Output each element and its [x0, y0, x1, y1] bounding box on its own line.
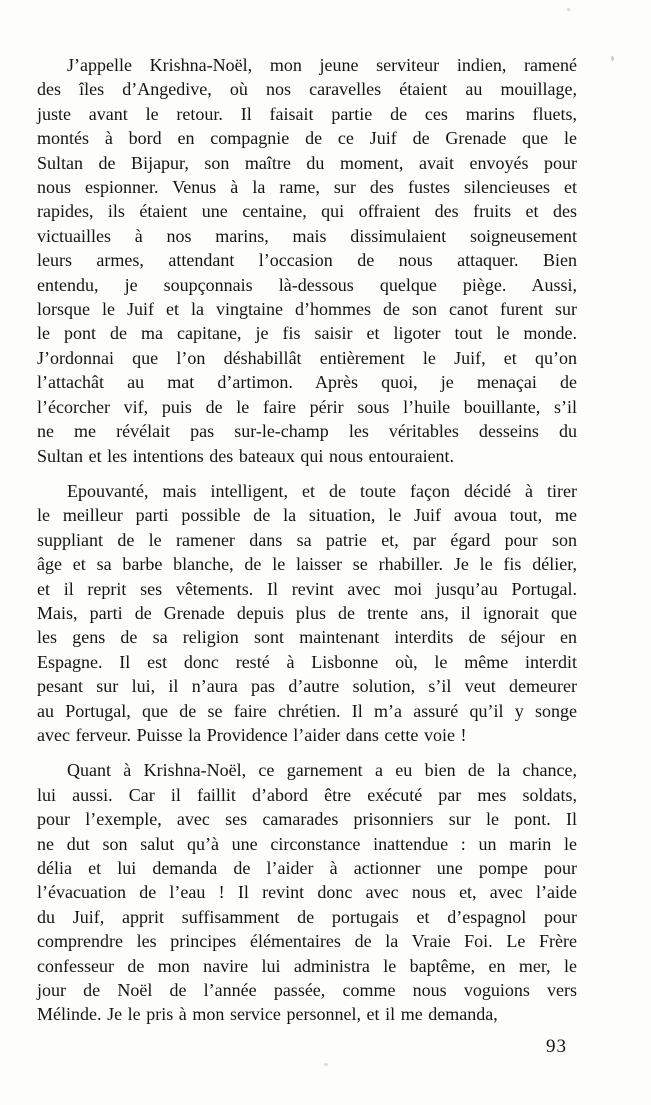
- text-line: et il reprit ses vêtements. Il revint avec moi jusqu’au Portugal.: [37, 578, 577, 599]
- text-line: confesseur de mon navire lui administra le baptême, en mer, le: [37, 955, 577, 976]
- text-line: jour de Noël de l’année passée, comme nous voguions vers: [37, 980, 577, 1001]
- text-line: J’ordonnai que l’on déshabillât entièrement le Juif, et qu’on: [37, 347, 577, 368]
- text-line: comprendre les principes élémentaires de la Vraie Foi. Le Frère: [37, 931, 577, 952]
- text-line: suppliant de le ramener dans sa patrie et, par égard pour son: [37, 529, 577, 550]
- text-line: nous espionner. Venus à la rame, sur des fustes silencieuses et: [37, 177, 577, 198]
- text-line: lui aussi. Car il faillit d’abord être exécuté par mes soldats,: [37, 784, 577, 805]
- text-block: [37, 53, 577, 1027]
- text-line: lorsque le Juif et la vingtaine d’hommes de son canot furent sur: [37, 299, 577, 320]
- text-line: les gens de sa religion sont maintenant interdits de séjour en: [37, 627, 577, 648]
- text-line: Mais, parti de Grenade depuis plus de trente ans, il ignorait que: [37, 602, 577, 623]
- text-line: ne dut son salut qu’à une circonstance inattendue : un marin le: [37, 833, 577, 854]
- text-line: le meilleur parti possible de la situation, le Juif avoua tout, me: [37, 505, 577, 526]
- text-line: victuailles à nos marins, mais dissimulaient soigneusement: [37, 225, 577, 246]
- text-line: avec ferveur. Puisse la Providence l’aider dans cette voie !: [37, 724, 467, 745]
- scan-speck: [324, 1063, 328, 1066]
- text-line: des îles d’Angedive, où nos caravelles étaient au mouillage,: [37, 79, 577, 100]
- text-line: ne me révélait pas sur-le-champ les véritables desseins du: [37, 421, 577, 442]
- text-line: juste avant le retour. Il faisait partie de ces marins fluets,: [37, 103, 577, 124]
- text-line: entendu, je soupçonnais là-dessous quelque piège. Aussi,: [37, 274, 577, 295]
- scan-speck: [567, 8, 570, 11]
- text-line: montés à bord en compagnie de ce Juif de Grenade que le: [37, 128, 577, 149]
- text-line: délia et lui demanda de l’aider à actionner une pompe pour: [37, 858, 577, 878]
- text-line: au Portugal, que de se faire chrétien. Il m’a assuré qu’il y songe: [37, 700, 577, 721]
- text-line: Quant à Krishna-Noël, ce garnement a eu bien de la chance,: [67, 760, 577, 781]
- text-line: Epouvanté, mais intelligent, et de toute façon décidé à tirer: [67, 480, 577, 501]
- text-line: l’attachât au mat d’artimon. Après quoi, je menaçai de: [37, 372, 577, 393]
- text-line: Sultan de Bijapur, son maître du moment, avait envoyés pour: [37, 152, 577, 173]
- page-number: 93: [546, 1036, 567, 1057]
- paragraph: [37, 479, 577, 747]
- text-line: rapides, ils étaient une centaine, qui offraient des fruits et des: [37, 201, 577, 222]
- text-line: Mélinde. Je le pris à mon service personnel, et il me demanda,: [37, 1004, 498, 1025]
- text-line: l’écorcher vif, puis de le faire périr sous l’huile bouillante, s’il: [37, 396, 577, 417]
- text-line: le pont de ma capitane, je fis saisir et ligoter tout le monde.: [37, 323, 577, 344]
- paragraph: [37, 758, 577, 1026]
- text-line: leurs armes, attendant l’occasion de nous attaquer. Bien: [37, 250, 577, 271]
- text-line: pour l’exemple, avec ses camarades prisonniers sur le pont. Il: [37, 809, 577, 830]
- text-line: l’évacuation de l’eau ! Il revint donc avec nous et, avec l’aide: [37, 882, 577, 903]
- text-line: du Juif, apprit suffisamment de portugais et d’espagnol pour: [37, 906, 577, 927]
- text-line: âge et sa barbe blanche, de le laisser se rhabiller. Je le fis délier,: [37, 554, 577, 575]
- text-line: Sultan et les intentions des bateaux qui nous entouraient.: [37, 445, 455, 466]
- scan-speck: [611, 56, 614, 61]
- paragraph: [37, 53, 577, 468]
- text-line: J’appelle Krishna-Noël, mon jeune serviteur indien, ramené: [67, 55, 577, 75]
- text-line: pesant sur lui, il n’aura pas d’autre solution, s’il veut demeurer: [37, 676, 577, 697]
- text-line: Espagne. Il est donc resté à Lisbonne où, le même interdit: [37, 651, 577, 672]
